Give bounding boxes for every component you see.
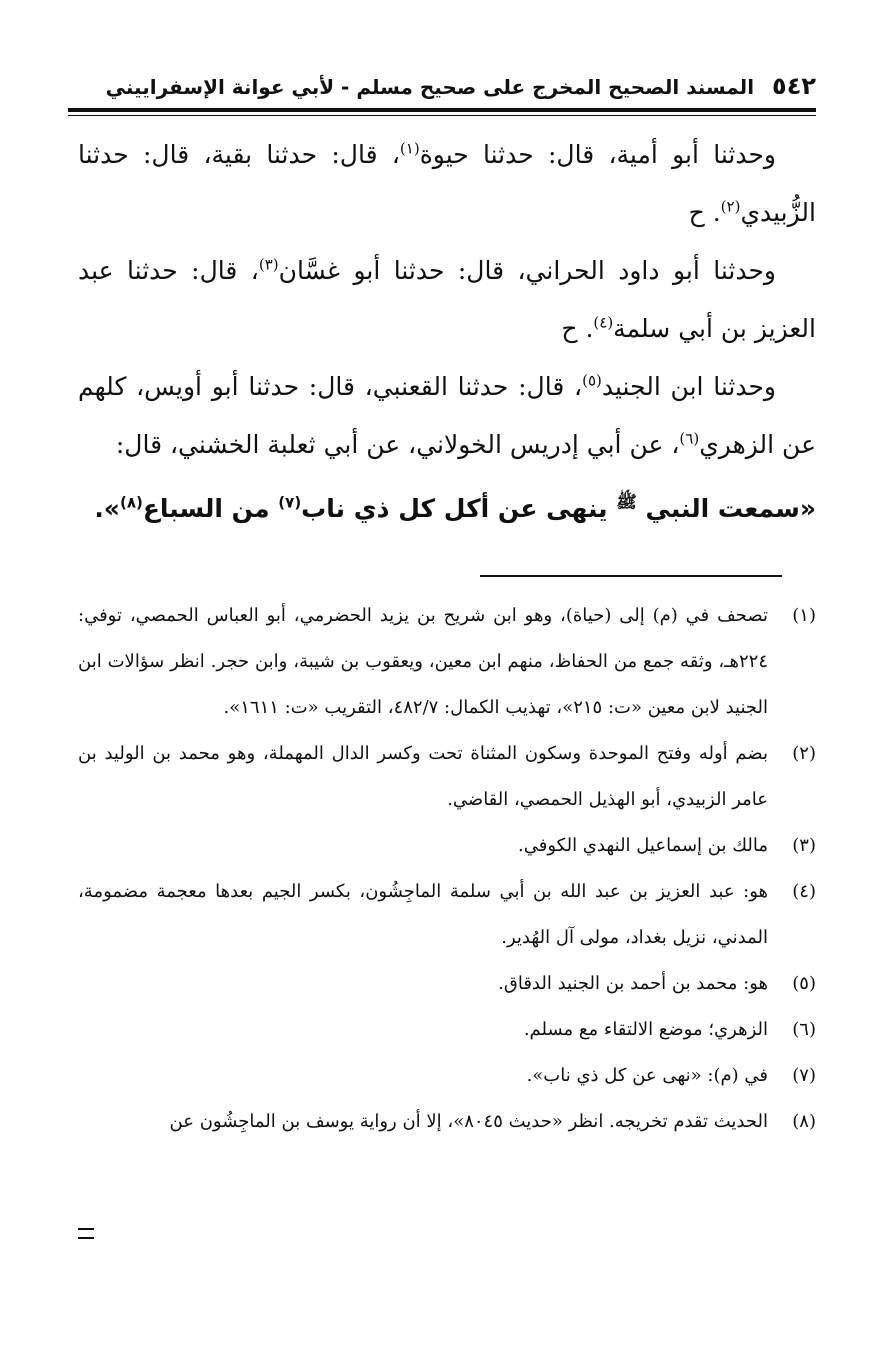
hadith-run: سمعت النبي xyxy=(645,494,800,524)
footnote-marker: (٧) xyxy=(792,1065,816,1086)
paragraph-isnad-3 xyxy=(78,358,816,538)
footnote-ref[interactable]: (١) xyxy=(399,139,420,158)
footnote-marker: (٦) xyxy=(792,1019,816,1040)
footnote-ref[interactable]: (٣) xyxy=(258,255,279,274)
footnote-text: في (م): «نهى عن كل ذي ناب». xyxy=(526,1065,768,1086)
hadith-run: من السباع xyxy=(142,494,279,524)
footnote-text: الحديث تقدم تخريجه. انظر «حديث ٨٠٤٥»، إلا أن رواية يوسف بن الماجِشُون عن xyxy=(169,1111,768,1132)
page-number: ٥٤٢ xyxy=(772,72,816,100)
footnote-marker: (٣) xyxy=(792,835,816,856)
footnote xyxy=(78,869,816,961)
footnote-marker: (٢) xyxy=(792,743,816,764)
footnote xyxy=(78,593,816,731)
footnote-ref[interactable]: (٧) xyxy=(278,494,302,512)
footnote xyxy=(78,823,816,869)
paragraph-isnad-1 xyxy=(78,126,816,242)
hadith-text xyxy=(94,494,816,523)
footnote-ref[interactable]: (٤) xyxy=(593,313,614,332)
footnote xyxy=(78,1099,816,1145)
footnote xyxy=(78,961,816,1007)
footnote-marker: (٥) xyxy=(792,973,816,994)
footnote-marker: (٨) xyxy=(792,1111,816,1132)
quote-open-mark: « xyxy=(799,494,816,524)
main-text xyxy=(78,126,816,538)
footnote-ref[interactable]: (٦) xyxy=(679,429,700,448)
text-run: ، عن أبي إدريس الخولاني، عن أبي ثعلبة الخشني، قال: xyxy=(115,430,680,459)
footnote-ref[interactable]: (٨) xyxy=(119,494,143,512)
footnotes xyxy=(78,593,816,1145)
footnote-text: مالك بن إسماعيل النهدي الكوفي. xyxy=(518,835,768,856)
hadith-run: ينهى عن أكل كل ذي ناب xyxy=(301,494,617,524)
footnote-text: هو: محمد بن أحمد بن الجنيد الدقاق. xyxy=(498,973,768,994)
footnote-separator xyxy=(480,575,782,577)
text-run: ، قال: حدثنا بقية، قال: حدثنا الزُّبيدي xyxy=(78,140,816,227)
text-run: وحدثنا أبو داود الحراني، قال: حدثنا أبو غسَّان xyxy=(278,256,776,285)
continuation-mark xyxy=(78,1228,94,1239)
footnote-text: تصحف في (م) إلى (حياة)، وهو ابن شريح بن يزيد الحضرمي، أبو العباس الحمصي، توفي: ٢٢٤هـ، وثقه جمع من الحفاظ، منهم ابن معين، ويعقوب بن شيبة، وابن حجر. انظر سؤالات ابن الجنيد لابن معين «ت: ٢١٥»، تهذيب الكمال: ٤٨٢/٧، التقريب «ت: ١٦١١». xyxy=(78,605,768,718)
footnote xyxy=(78,1053,816,1099)
page-header xyxy=(68,72,816,104)
text-run: وحدثنا أبو أمية، قال: حدثنا حيوة xyxy=(419,140,776,169)
footnote-ref[interactable]: (٢) xyxy=(720,197,741,216)
running-title: المسند الصحيح المخرج على صحيح مسلم - لأبي عوانة الإسفراييني xyxy=(105,75,755,99)
paragraph-isnad-2 xyxy=(78,242,816,358)
footnote-marker: (٤) xyxy=(792,881,816,902)
footnote xyxy=(78,1007,816,1053)
footnote-ref[interactable]: (٥) xyxy=(582,371,602,390)
footnote-text: هو: عبد العزيز بن عبد الله بن أبي سلمة الماجِشُون، بكسر الجيم بعدها معجمة مضمومة، المدني، نزيل بغداد، مولى آل الهُدير. xyxy=(78,881,768,948)
text-run: ، قال: حدثنا القعنبي، قال: حدثنا أبو أويس، كلهم عن الزهري xyxy=(78,372,816,459)
salutation-glyph: ﷺ xyxy=(616,493,637,513)
header-rule-thin xyxy=(68,115,816,116)
footnote-text: الزهري؛ موضع الالتقاء مع مسلم. xyxy=(523,1019,768,1040)
text-run: ، قال: حدثنا عبد العزيز بن أبي سلمة xyxy=(78,256,816,343)
header-rule-thick xyxy=(68,108,816,112)
text-run: . ح xyxy=(688,198,721,227)
quote-close-mark: ». xyxy=(94,494,120,524)
text-run: . ح xyxy=(561,314,594,343)
footnote-text: بضم أوله وفتح الموحدة وسكون المثناة تحت وكسر الدال المهملة، وهو محمد بن الوليد بن عامر الزبيدي، أبو الهذيل الحمصي، القاضي. xyxy=(78,743,768,810)
text-run: وحدثنا ابن الجنيد xyxy=(601,372,777,401)
footnote xyxy=(78,731,816,823)
footnote-marker: (١) xyxy=(792,605,816,626)
